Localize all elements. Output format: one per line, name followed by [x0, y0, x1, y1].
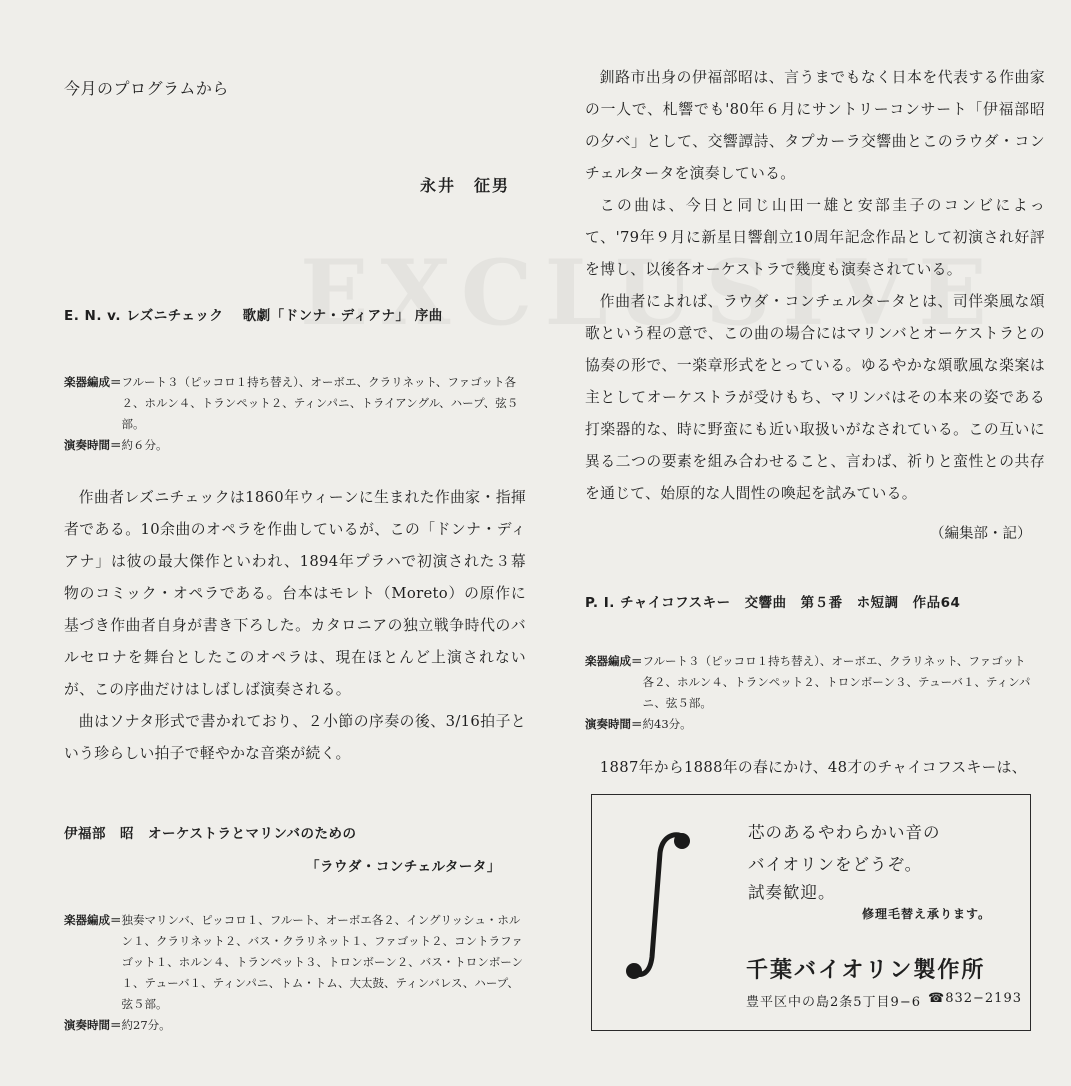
editorial-credit: （編集部・記）: [930, 526, 1032, 542]
instrumentation-tchaikovsky: [585, 651, 1035, 735]
ad-tagline-3: 試奏歓迎。: [748, 883, 836, 902]
instrumentation-text: 独奏マリンバ、ピッコロ１、フルート、オーボエ各２、イングリッシュ・ホルン１、クラリネット２、バス・クラリネット１、ファゴット２、コントラファゴット１、ホルン４、トランペット３、トロンボーン２、バス・トロンボーン１、テューバ１、ティンパニ、トム・トム、大太鼓、ティンバレス、ハープ、弦５部。: [121, 913, 524, 1011]
ad-tagline-2: バイオリンをどうぞ。: [748, 855, 923, 874]
instrumentation-text: フルート３（ピッコロ１持ち替え）、オーボエ、クラリネット、ファゴット各２、ホルン４、トランペット２、ティンパニ、トライアングル、ハープ、弦５部。: [121, 375, 519, 431]
advertisement-box: [591, 794, 1031, 1031]
paragraph: 曲はソナタ形式で書かれており、２小節の序奏の後、3/16拍子という珍らしい拍子で軽やかな音楽が続く。: [64, 713, 526, 762]
ad-company-name: 千葉バイオリン製作所: [746, 958, 986, 983]
instrumentation-lezniczek: [64, 372, 524, 456]
piece-title-lezniczek: E. N. v. レズニチェック 歌劇「ドンナ・ディアナ」 序曲: [64, 308, 443, 324]
piece-title-ifukube-line2: 「ラウダ・コンチェルタータ」: [306, 859, 501, 875]
ad-phone: ☎832−2193: [928, 991, 1022, 1006]
instrumentation-text: フルート３（ピッコロ１持ち替え）、オーボエ、クラリネット、ファゴット各２、ホルン４、トランペット２、トロンボーン３、テューバ１、ティンパニ、弦５部。: [642, 654, 1031, 710]
duration-label: 演奏時間＝: [585, 717, 643, 731]
duration-text: 約６分。: [121, 438, 168, 452]
instrumentation-label: 楽器編成＝: [585, 654, 643, 668]
body-text-lezniczek: [64, 482, 526, 770]
duration-label: 演奏時間＝: [64, 438, 122, 452]
ad-address: 豊平区中の島2条5丁目9−6: [746, 995, 921, 1010]
piece-title-tchaikovsky: P. I. チャイコフスキー 交響曲 第５番 ホ短調 作品64: [585, 595, 961, 611]
paragraph: 1887年から1888年の春にかけ、48才のチャイコフスキーは、: [599, 759, 1027, 776]
paragraph: 釧路市出身の伊福部昭は、言うまでもなく日本を代表する作曲家の一人で、札響でも'80年６月にサントリーコンサート「伊福部昭の夕べ」として、交響譚詩、タプカーラ交響曲とこのラウダ・コンチェルタータを演奏している。: [585, 69, 1045, 182]
duration-label: 演奏時間＝: [64, 1018, 122, 1032]
paragraph: 作曲者によれば、ラウダ・コンチェルタータとは、司伴楽風な頌歌という程の意で、この曲の場合にはマリンバとオーケストラとの協奏の形で、一楽章形式をとっている。ゆるやかな頌歌風な楽案は主としてオーケストラが受けもち、マリンバはその本来の姿である打楽器的な、時に野蛮にも近い取扱いがなされている。この互いに異る二つの要素を組み合わせること、言わば、祈りと蛮性との共存を通じて、始原的な人間性の喚起を試みている。: [585, 293, 1045, 502]
duration-text: 約27分。: [121, 1018, 171, 1032]
piece-title-ifukube-line1: 伊福部 昭 オーケストラとマリンバのための: [64, 826, 357, 842]
section-title: 今月のプログラムから: [64, 79, 229, 98]
instrumentation-label: 楽器編成＝: [64, 375, 122, 389]
f-hole-icon: [618, 827, 698, 987]
body-text-ifukube: [585, 62, 1045, 510]
instrumentation-label: 楽器編成＝: [64, 913, 122, 927]
paragraph: この曲は、今日と同じ山田一雄と安部圭子のコンビによって、'79年９月に新星日響創立10周年記念作品として初演され好評を博し、以後各オーケストラで幾度も演奏されている。: [585, 197, 1045, 278]
duration-text: 約43分。: [642, 717, 692, 731]
body-text-tchaikovsky: [585, 752, 1045, 784]
ad-tagline-1: 芯のあるやわらかい音の: [748, 823, 941, 842]
paragraph: 作曲者レズニチェックは1860年ウィーンに生まれた作曲家・指揮者である。10余曲のオペラを作曲しているが、この「ドンナ・ディアナ」は彼の最大傑作といわれ、1894年プラハで初演された３幕物のコミック・オペラである。台本はモレト（Moreto）の原作に基づき作曲者自身が書き下ろした。カタロニアの独立戦争時代のバルセロナを舞台としたこのオペラは、現在ほとんど上演されないが、この序曲だけはしばしば演奏される。: [64, 489, 526, 698]
article-author: 永井 征男: [420, 176, 511, 195]
instrumentation-ifukube: [64, 910, 524, 1036]
ad-repair-note: 修理毛替え承ります。: [862, 907, 992, 921]
